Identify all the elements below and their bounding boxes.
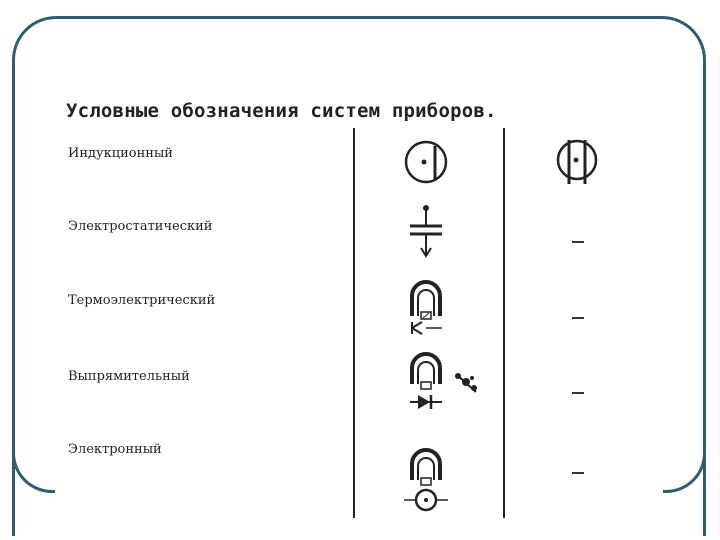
row-label-electrostatic: Электростатический <box>68 219 213 234</box>
dash-mark <box>572 317 584 319</box>
row-label-electronic: Электронный <box>68 442 162 457</box>
dash-mark <box>572 472 584 474</box>
table-divider-2 <box>503 128 505 518</box>
thermoelectric-symbol-icon <box>406 280 446 336</box>
table-divider-1 <box>353 128 355 518</box>
dash-mark <box>572 241 584 243</box>
row-label-induction: Индукционный <box>68 146 173 161</box>
slide-title: Условные обозначения систем приборов. <box>66 100 497 122</box>
rectifier-symbol-icon <box>406 354 446 414</box>
induction-symbol-icon <box>402 138 450 186</box>
electronic-symbol-icon <box>402 446 450 518</box>
dash-mark <box>572 392 584 394</box>
induction-ratio-symbol-icon <box>555 138 603 186</box>
row-label-rectifier: Выпрямительный <box>68 369 190 384</box>
electrostatic-symbol-icon <box>406 204 446 260</box>
slide-frame <box>12 16 706 536</box>
rectifier-extra-mark-icon <box>452 370 482 398</box>
row-label-thermoelectric: Термоэлектрический <box>68 293 216 308</box>
